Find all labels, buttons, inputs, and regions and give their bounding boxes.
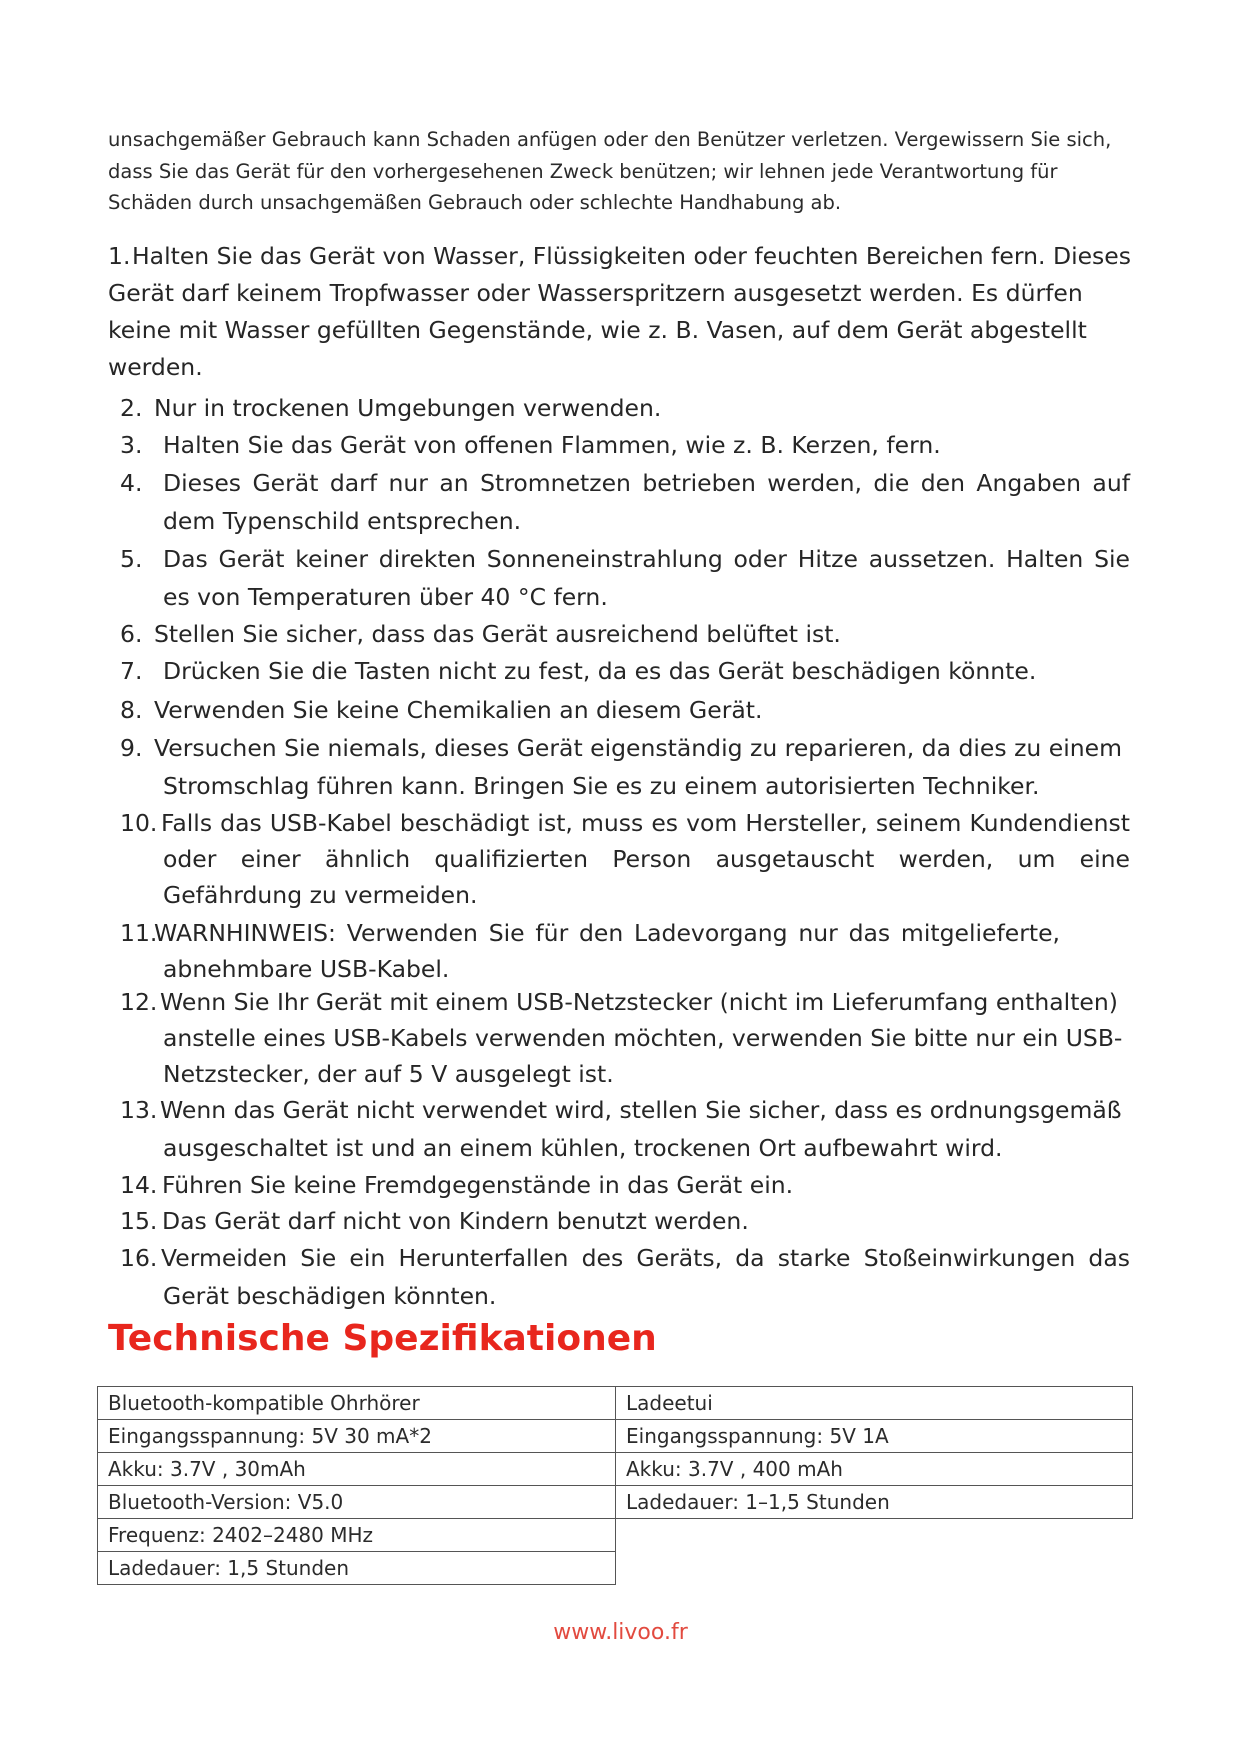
spec-cell-left: Bluetooth-kompatible Ohrhörer (98, 1387, 616, 1420)
item-number: 7. (120, 657, 143, 685)
item-number: 11. (120, 919, 158, 947)
item-text: Wenn Sie Ihr Gerät mit einem USB-Netzstecker (nicht im Lieferumfang enthalten) anstelle eines USB-Kabels verwenden möchten, verwenden Sie bitte nur ein USB-Netzstecker, der auf 5 V ausgelegt ist. (160, 988, 1123, 1088)
list-item (108, 238, 1138, 386)
list-item (120, 1239, 1130, 1315)
spec-table (97, 1386, 1133, 1585)
item-text: Das Gerät keiner direkten Sonneneinstrahlung oder Hitze aussetzen. Halten Sie es von Temperaturen über 40 °C fern. (163, 545, 1130, 611)
item-text: Dieses Gerät darf nur an Stromnetzen betrieben werden, die den Angaben auf dem Typenschild entsprechen. (163, 469, 1130, 535)
item-number: 5. (120, 545, 143, 573)
list-item (120, 653, 1130, 690)
list-item (120, 984, 1130, 1092)
item-number: 12. (120, 988, 158, 1016)
item-text: Stellen Sie sicher, dass das Gerät ausreichend belüftet ist. (154, 620, 841, 648)
item-text: Halten Sie das Gerät von Wasser, Flüssigkeiten oder feuchten Bereichen fern. Dieses Gerät darf keinem Tropfwasser oder Wasserspritzern ausgesetzt werden. Es dürfen keine mit Wasser gefüllten Gegenstände, wie z. B. Vasen, auf dem Gerät abgestellt werden. (108, 242, 1132, 381)
list-item (120, 692, 1130, 729)
table-row (98, 1552, 1133, 1585)
table-row (98, 1420, 1133, 1453)
list-item (120, 915, 1060, 987)
spec-cell-left: Bluetooth-Version: V5.0 (98, 1486, 616, 1519)
item-text: Drücken Sie die Tasten nicht zu fest, da es das Gerät beschädigen könnte. (163, 657, 1037, 685)
item-text: Falls das USB-Kabel beschädigt ist, muss es vom Hersteller, seinem Kundendienst oder einer ähnlich qualifizierten Person ausgetauscht werden, um eine Gefährdung zu vermeiden. (161, 809, 1130, 909)
list-item (120, 1203, 1130, 1239)
spec-cell-right: Ladeetui (616, 1387, 1133, 1420)
list-item (120, 390, 1130, 427)
item-text: Vermeiden Sie ein Herunterfallen des Geräts, da starke Stoßeinwirkungen das Gerät beschädigen könnten. (161, 1244, 1130, 1310)
spec-cell-right: Akku: 3.7V , 400 mAh (616, 1453, 1133, 1486)
item-number: 2. (120, 394, 143, 422)
item-number: 14. (120, 1171, 158, 1199)
spec-cell-left: Eingangsspannung: 5V 30 mA*2 (98, 1420, 616, 1453)
item-text: Versuchen Sie niemals, dieses Gerät eigenständig zu reparieren, da dies zu einem Stromschlag führen kann. Bringen Sie es zu einem autorisierten Techniker. (154, 734, 1123, 800)
empty-cell (616, 1519, 1133, 1552)
item-text: Das Gerät darf nicht von Kindern benutzt werden. (162, 1207, 749, 1235)
item-number: 16. (120, 1244, 158, 1272)
item-text: Nur in trockenen Umgebungen verwenden. (154, 394, 662, 422)
table-row (98, 1387, 1133, 1420)
item-number: 10. (120, 809, 158, 837)
item-number: 9. (120, 734, 143, 762)
item-text: WARNHINWEIS: Verwenden Sie für den Ladevorgang nur das mitgelieferte, abnehmbare USB-Kabel. (154, 919, 1060, 983)
item-text: Wenn das Gerät nicht verwendet wird, stellen Sie sicher, dass es ordnungsgemäß ausgeschaltet ist und an einem kühlen, trockenen Ort aufbewahrt wird. (160, 1096, 1122, 1162)
list-item (120, 464, 1130, 540)
table-row (98, 1486, 1133, 1519)
section-heading: Technische Spezifikationen (108, 1318, 657, 1359)
list-item (120, 1091, 1130, 1167)
list-item (120, 427, 1130, 464)
item-number: 4. (120, 469, 143, 497)
list-item (120, 540, 1130, 616)
spec-cell-right: Ladedauer: 1–1,5 Stunden (616, 1486, 1133, 1519)
list-item (120, 1167, 1130, 1203)
spec-cell-left: Ladedauer: 1,5 Stunden (98, 1552, 616, 1585)
item-text: Führen Sie keine Fremdgegenstände in das Gerät ein. (162, 1171, 794, 1199)
list-item (120, 616, 1130, 653)
item-number: 6. (120, 620, 143, 648)
list-item (120, 729, 1130, 805)
spec-cell-right: Eingangsspannung: 5V 1A (616, 1420, 1133, 1453)
intro-paragraph: unsachgemäßer Gebrauch kann Schaden anfügen oder den Benützer verletzen. Vergewissern Sie sich, dass Sie das Gerät für den vorhergesehenen Zweck benützen; wir lehnen jede Verantwortung für Schäden durch unsachgemäßen Gebrauch oder schlechte Handhabung ab. (108, 128, 1112, 214)
item-number: 13. (120, 1096, 158, 1124)
item-text: Verwenden Sie keine Chemikalien an diesem Gerät. (154, 696, 763, 724)
item-text: Halten Sie das Gerät von offenen Flammen, wie z. B. Kerzen, fern. (163, 431, 941, 459)
item-number: 8. (120, 696, 143, 724)
footer-url[interactable]: www.livoo.fr (553, 1620, 688, 1645)
item-number: 15. (120, 1207, 158, 1235)
empty-cell (616, 1552, 1133, 1585)
item-number: 3. (120, 431, 143, 459)
spec-cell-left: Akku: 3.7V , 30mAh (98, 1453, 616, 1486)
item-number: 1. (108, 242, 131, 270)
table-row (98, 1453, 1133, 1486)
table-row (98, 1519, 1133, 1552)
spec-cell-left: Frequenz: 2402–2480 MHz (98, 1519, 616, 1552)
list-item (120, 805, 1130, 913)
